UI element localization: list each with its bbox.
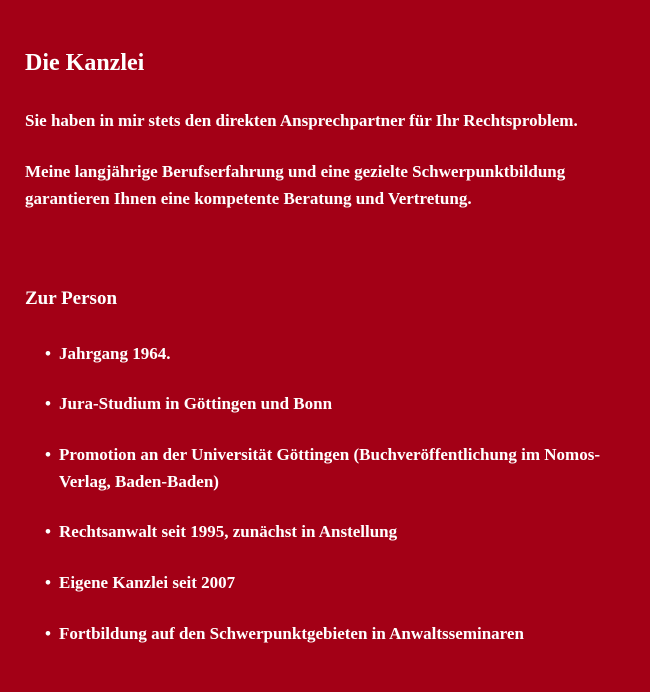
person-heading: Zur Person [25,288,118,309]
list-item-lawyer-since [45,518,635,545]
bullet-icon: • [45,344,51,363]
bullet-icon: • [45,522,51,541]
kanzlei-heading: Die Kanzlei [25,50,145,76]
bullet-icon: • [45,624,51,643]
list-item-studies [45,390,635,417]
list-item-text: Eigene Kanzlei seit 2007 [59,573,236,592]
list-item-own-office [45,569,635,596]
bullet-icon: • [45,394,51,413]
list-item-training [45,620,635,647]
kanzlei-experience-text: Meine langjährige Berufserfahrung und eine gezielte Schwerpunktbildung garantieren Ihnen eine kompetente Beratung und Vertretung. [25,162,566,208]
list-item-doctorate [45,441,635,495]
bullet-icon: • [45,445,51,464]
list-item-birth-year [45,340,635,367]
bullet-icon: • [45,573,51,592]
list-item-text: Promotion an der Universität Göttingen (Buchveröffentlichung im Nomos-Verlag, Baden-Baden) [59,445,600,491]
list-item-text: Jahrgang 1964. [59,344,171,363]
list-item-text: Fortbildung auf den Schwerpunktgebieten in Anwaltsseminaren [59,624,524,643]
list-item-text: Jura-Studium in Göttingen und Bonn [59,394,333,413]
kanzlei-intro-text: Sie haben in mir stets den direkten Ansprechpartner für Ihr Rechtsproblem. [25,111,578,130]
list-item-text: Rechtsanwalt seit 1995, zunächst in Anstellung [59,522,398,541]
